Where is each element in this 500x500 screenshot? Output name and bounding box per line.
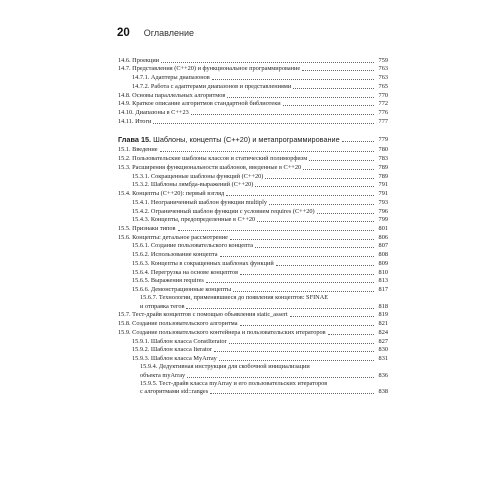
entry-page: 789	[378, 163, 388, 171]
entry-title: 14.7. Представления (C++20) и функциональное программирование	[118, 65, 301, 73]
entry-title: 15.6.4. Перегрузка на основе концептов	[132, 268, 239, 276]
chapter-heading	[118, 134, 388, 144]
toc-entry	[118, 224, 388, 233]
toc-entry	[118, 250, 388, 259]
entry-title: 15.7. Тест-драйв концептов с помощью объявления static_assert	[118, 311, 288, 319]
entry-page: 763	[378, 74, 388, 82]
leader-dots	[206, 282, 374, 283]
toc-entry	[118, 242, 388, 251]
entry-title-line1: 15.9.5. Тест-драйв класса myArray и его пользовательских итераторов	[140, 379, 328, 387]
leader-dots	[293, 88, 374, 89]
leader-dots	[265, 178, 374, 179]
leader-dots	[255, 186, 374, 187]
entry-title: 15.9.3. Шаблон класса MyArray	[132, 355, 217, 362]
leader-dots	[186, 308, 374, 309]
entry-title: 15.6. Концепты: детальное рассмотрение	[118, 233, 228, 241]
entry-line2	[118, 388, 388, 397]
entry-title: 15.3.2. Шаблоны лямбда-выражений (C++20)	[132, 181, 254, 189]
page-header	[117, 26, 194, 40]
entry-title: 15.6.3. Концепты в сокращенных шаблонах функций	[132, 259, 274, 267]
leader-dots	[240, 274, 374, 275]
toc-entry	[118, 108, 388, 117]
leader-dots	[187, 377, 374, 378]
entry-page: 821	[378, 320, 388, 328]
toc-entry	[118, 277, 388, 286]
toc-entry	[118, 56, 388, 65]
entry-page: 827	[378, 337, 388, 345]
toc-entry	[118, 328, 388, 337]
entry-title: 14.9. Краткое описание алгоритмов стандартной библиотеки	[118, 100, 281, 108]
entry-page: 791	[378, 190, 388, 198]
leader-dots	[233, 291, 374, 292]
entry-page: 793	[378, 198, 388, 206]
toc-entry-multiline	[118, 363, 388, 380]
leader-dots	[290, 316, 374, 317]
entry-page: 796	[378, 207, 388, 215]
leader-dots	[269, 204, 374, 205]
leader-dots	[303, 169, 374, 170]
entry-title: 15.8. Создание пользовательского алгоритма	[118, 320, 238, 328]
toc-entry	[118, 346, 388, 355]
toc-entry	[118, 216, 388, 225]
toc-entry	[118, 100, 388, 109]
entry-title: 15.2. Пользовательские шаблоны классов и статический полиморфизм	[118, 155, 308, 163]
entry-title: 15.3.1. Сокращенные шаблоны функций (C++20)	[132, 172, 264, 180]
page-number: 20	[117, 27, 130, 39]
leader-dots	[161, 62, 374, 63]
toc-entry	[118, 65, 388, 74]
leader-dots	[229, 343, 374, 344]
entry-page: 772	[378, 100, 388, 108]
toc-entry	[118, 181, 388, 190]
entry-title: 14.6. Проекции	[118, 56, 160, 64]
leader-dots	[230, 239, 374, 240]
leader-dots	[219, 360, 374, 361]
leader-dots	[226, 195, 374, 196]
entry-page: 830	[378, 346, 388, 354]
leader-dots	[255, 247, 374, 248]
toc-entry	[118, 117, 388, 126]
leader-dots	[309, 160, 374, 161]
toc-entry	[118, 91, 388, 100]
table-of-contents	[118, 56, 388, 396]
entry-page: 824	[378, 328, 388, 336]
entry-title: 15.9.2. Шаблон класса Iterator	[132, 346, 212, 354]
leader-dots	[317, 213, 374, 214]
entry-title: 15.6.2. Использование концепта	[132, 251, 218, 259]
chapter-name: Шаблоны, концепты (C++20) и метапрограммирование	[153, 134, 340, 144]
toc-entry-multiline	[118, 380, 388, 397]
toc-entry	[118, 311, 388, 320]
leader-dots	[257, 221, 374, 222]
entry-title: 15.9.1. Шаблон класса ConstIterator	[132, 337, 227, 345]
entry-page: 789	[378, 172, 388, 180]
entry-title: 15.6.5. Выражения requires	[132, 277, 204, 285]
entry-page: 791	[378, 181, 388, 189]
entry-title: 14.8. Основы параллельных алгоритмов	[118, 91, 226, 99]
entry-title-line1: 15.6.7. Технологии, применявшиеся до появления концептов: SFINAE	[140, 293, 329, 301]
toc-entry	[118, 146, 388, 155]
toc-entry-multiline	[118, 294, 388, 311]
leader-dots	[160, 151, 374, 152]
entry-page: 765	[378, 82, 388, 90]
entry-page: 780	[378, 146, 388, 154]
toc-entry	[118, 154, 388, 163]
toc-entry	[118, 172, 388, 181]
entry-page: 807	[378, 242, 388, 250]
entry-title: 14.7.2. Работа с адаптерами диапазонов и представлениями	[132, 82, 292, 90]
leader-dots	[227, 97, 374, 98]
leader-dots	[240, 325, 374, 326]
leader-dots	[212, 79, 374, 80]
entry-page: 810	[378, 268, 388, 276]
leader-dots	[153, 123, 374, 124]
entry-page: 838	[378, 388, 388, 396]
toc-entry	[118, 82, 388, 91]
entry-page: 831	[378, 355, 388, 362]
toc-entry	[118, 207, 388, 216]
leader-dots	[210, 393, 374, 394]
leader-dots	[214, 351, 374, 352]
leader-dots	[283, 105, 374, 106]
chapter-label: Глава 15.	[118, 134, 152, 144]
toc-group-15b	[118, 311, 388, 363]
leader-dots	[328, 334, 374, 335]
entry-title-line1: 15.9.4. Дедуктивная инструкция для скобочной инициализации	[140, 363, 310, 370]
entry-page: 819	[378, 311, 388, 319]
entry-page: 777	[378, 117, 388, 125]
entry-page: 770	[378, 91, 388, 99]
toc-entry	[118, 337, 388, 346]
entry-page: 806	[378, 233, 388, 241]
toc-group-15a	[118, 146, 388, 294]
entry-page: 801	[378, 224, 388, 232]
entry-page: 809	[378, 259, 388, 267]
entry-title: 15.5. Признаки типов	[118, 224, 176, 232]
entry-title: 15.1. Введение	[118, 146, 158, 154]
toc-group-14	[118, 56, 388, 126]
chapter-title	[118, 136, 341, 144]
toc-entry	[118, 198, 388, 207]
toc-entry	[118, 163, 388, 172]
entry-title: 14.7.1. Адаптеры диапазонов	[132, 74, 210, 82]
entry-line2	[118, 302, 388, 311]
toc-entry	[118, 233, 388, 242]
leader-dots	[276, 265, 374, 266]
entry-title: 15.3. Расширения функциональности шаблонов, введенные в C++20	[118, 163, 302, 171]
entry-title-line2: объекта myArray	[140, 371, 186, 379]
running-head: Оглавление	[143, 28, 194, 38]
entry-page: 836	[378, 371, 388, 379]
entry-title: 15.6.6. Демонстрационные концепты	[132, 285, 232, 293]
toc-entry	[118, 354, 388, 363]
entry-page: 759	[378, 56, 388, 64]
entry-page: 808	[378, 251, 388, 259]
toc-entry	[118, 319, 388, 328]
toc-entry	[118, 268, 388, 277]
entry-page: 818	[378, 302, 388, 310]
leader-dots	[342, 141, 374, 142]
entry-page: 799	[378, 216, 388, 224]
entry-page: 817	[378, 285, 388, 293]
chapter-page: 779	[378, 135, 388, 143]
leader-dots	[220, 256, 375, 257]
entry-page: 813	[378, 277, 388, 285]
entry-title: 15.9. Создание пользовательского контейнера и пользовательских итераторов	[118, 328, 326, 336]
entry-title: 15.4. Концепты (C++20): первый взгляд	[118, 190, 225, 198]
entry-title: 15.4.2. Ограниченный шаблон функции с условием requires (C++20)	[132, 207, 315, 215]
entry-page: 783	[378, 155, 388, 163]
entry-line2	[118, 371, 388, 380]
entry-page: 776	[378, 109, 388, 117]
leader-dots	[178, 230, 374, 231]
entry-title: 14.11. Итоги	[118, 117, 152, 125]
entry-page: 763	[378, 65, 388, 73]
entry-title: 14.10. Диапазоны в C++23	[118, 109, 189, 117]
entry-title-line2: и отправка тегов	[140, 302, 185, 310]
toc-entry	[118, 285, 388, 294]
entry-title: 15.4.1. Неограниченный шаблон функции multiply	[132, 198, 267, 206]
toc-entry	[118, 259, 388, 268]
toc-entry	[118, 189, 388, 198]
entry-title-line2: с алгоритмами std::ranges	[140, 388, 209, 396]
toc-entry	[118, 73, 388, 82]
leader-dots	[191, 114, 374, 115]
entry-title: 15.4.3. Концепты, предопределенные в C++20	[132, 216, 256, 224]
entry-title: 15.6.1. Создание пользовательского концепта	[132, 242, 254, 250]
leader-dots	[302, 70, 374, 71]
